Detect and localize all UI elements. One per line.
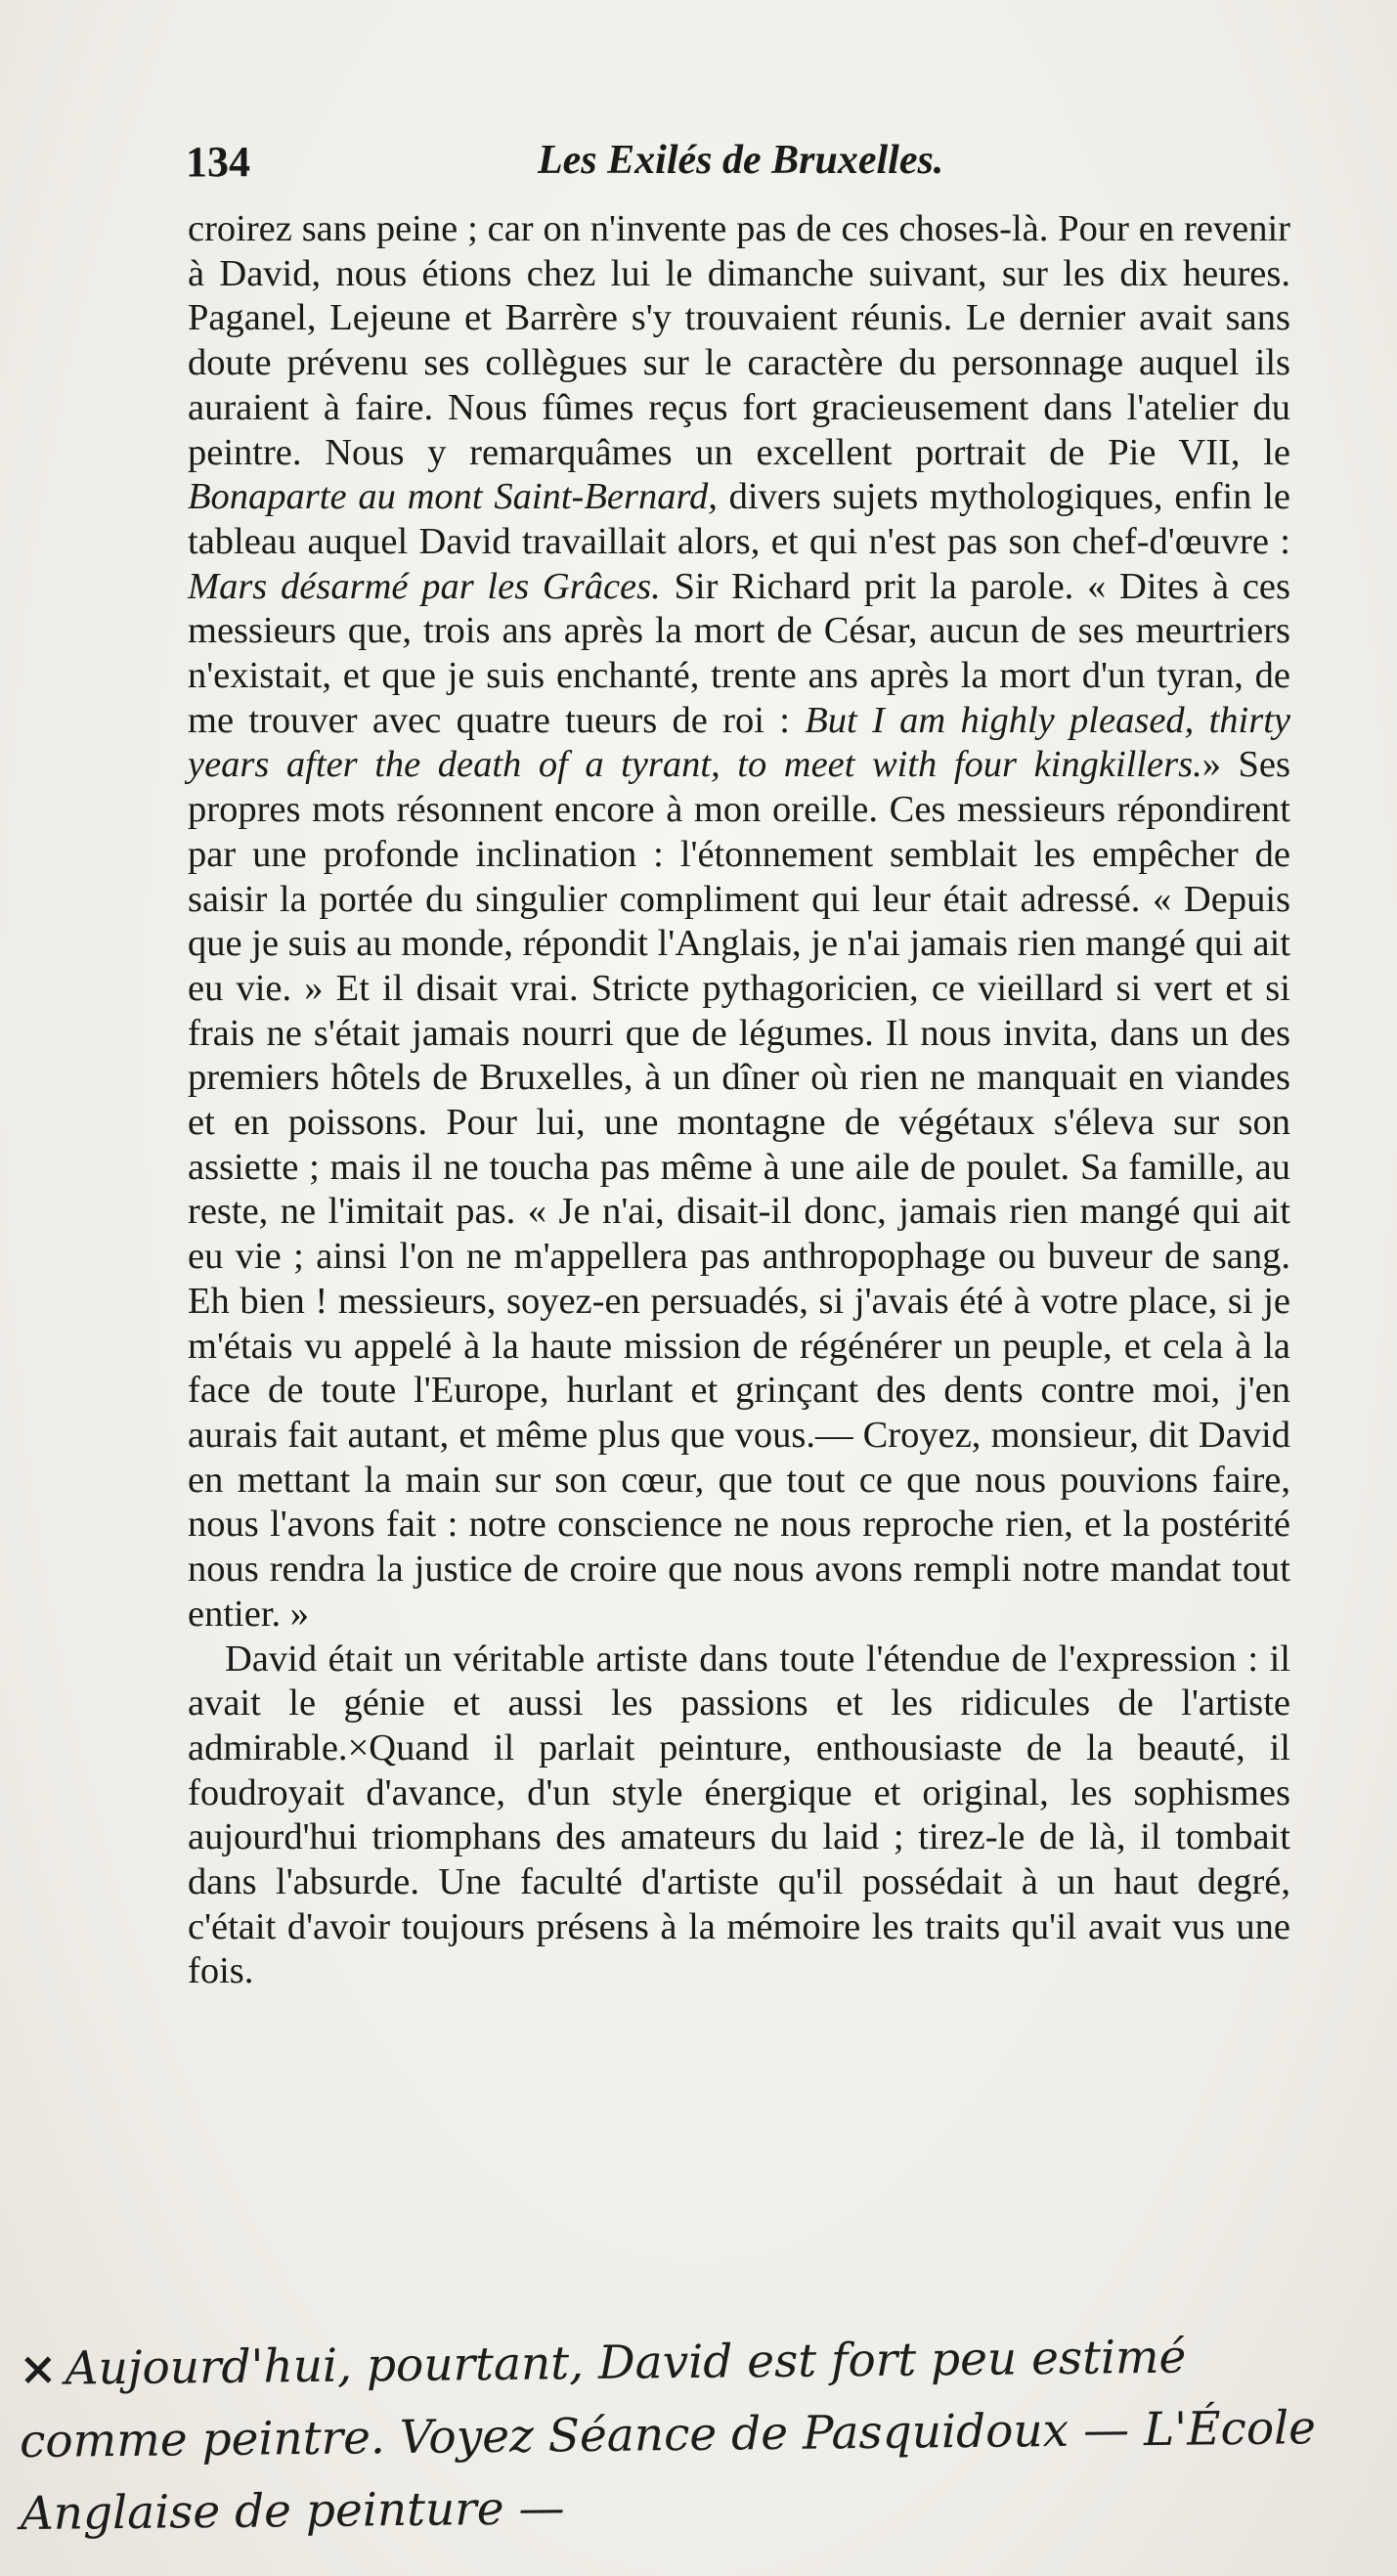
paragraph-1-mid-2: Sir Richard prit la parole. « Dites à ces messieurs que, trois ans après la mort de César, aucun de ses meurtriers n'existait, et que je suis enchanté, trente ans après la mort d'un tyran, de me trouver avec quatre tueurs de roi : <box>188 565 1290 741</box>
body-text <box>188 207 1290 1994</box>
page-number: 134 <box>186 138 250 186</box>
paragraph-2-end: Quand il parlait peinture, enthousiaste de la beauté, il foudroyait d'avance, d'un style énergique et original, les sophismes aujourd'hui triomphans des amateurs du laid ; tirez-le de là, il tombait dans l'absurde. Une faculté d'artiste qu'il possédait à un haut degré, c'était d'avoir toujours présens à la mémoire les traits qu'il avait vus une fois. <box>188 1726 1290 1992</box>
note-text: Aujourd'hui, pourtant, David est fort peu estimé comme peintre. Voyez Séance de Pasquidoux — L'École Anglaise de peinture — <box>19 2330 1317 2542</box>
paragraph-1-start: croirez sans peine ; car on n'invente pas de ces choses-là. Pour en revenir à David, nous étions chez lui le dimanche suivant, sur les dix heures. Paganel, Lejeune et Barrère s'y trouvaient réunis. Le dernier avait sans doute prévenu ses collègues sur le caractère du personnage auquel ils auraient à faire. Nous fûmes reçus fort gracieusement dans l'atelier du peintre. Nous y remarquâmes un excellent portrait de Pie VII, le <box>188 208 1290 473</box>
paragraph-1 <box>188 207 1290 1637</box>
paragraph-2-start: David était un véritable artiste dans toute l'étendue de l'expression : il avait le génie et aussi les passions et les ridicules de l'artiste admirable. <box>188 1637 1290 1768</box>
english-quote: But I am highly pleased, thirty years after the death of a tyrant, to meet with four kingkillers. <box>188 699 1291 786</box>
running-title: Les Exilés de Bruxelles. <box>538 138 944 183</box>
page-header <box>186 137 1290 196</box>
paragraph-1-mid-1: divers sujets mythologiques, enfin le tableau auquel David travaillait alors, et qui n'est pas son chef-d'œuvre : <box>188 476 1290 562</box>
insertion-mark: × <box>347 1726 370 1768</box>
paragraph-1-end: » Ses propres mots résonnent encore à mon oreille. Ces messieurs répondirent par une profonde inclination : l'étonnement semblait les empêcher de saisir la portée du singulier compliment qui leur était adressé. « Depuis que je suis au monde, répondit l'Anglais, je n'ai jamais rien mangé qui ait eu vie. » Et il disait vrai. Stricte pythagoricien, ce vieillard si vert et si frais ne s'était jamais nourri que de légumes. Il nous invita, dans un des premiers hôtels de Bruxelles, à un dîner où rien ne manquait en viandes et en poissons. Pour lui, une montagne de végétaux s'éleva sur son assiette ; mais il ne toucha pas même à une aile de poulet. Sa famille, au reste, ne l'imitait pas. « Je n'ai, disait-il donc, jamais rien mangé qui ait eu vie ; ainsi l'on ne m'appellera pas anthropophage ou buveur de sang. Eh bien ! messieurs, soyez-en persuadés, si j'avais été à votre place, si je m'étais vu appelé à la haute mission de régénérer un peuple, et cela à la face de toute l'Europe, hurlant et grinçant des dents contre moi, j'en aurais fait autant, et même plus que vous.— Croyez, monsieur, dit David en mettant la main sur son cœur, que tout ce que nous pouvions faire, nous l'avons fait : notre conscience ne nous reproche rien, et la postérité nous rendra la justice de croire que nous avons rempli notre mandat tout entier. » <box>188 744 1290 1635</box>
handwritten-note <box>19 2320 1350 2551</box>
paragraph-2 <box>188 1637 1290 1995</box>
painting-title-bonaparte: Bonaparte au mont Saint-Bernard, <box>188 476 718 518</box>
painting-title-mars: Mars désarmé par les Grâces. <box>188 565 661 607</box>
note-mark: × <box>18 2341 58 2397</box>
